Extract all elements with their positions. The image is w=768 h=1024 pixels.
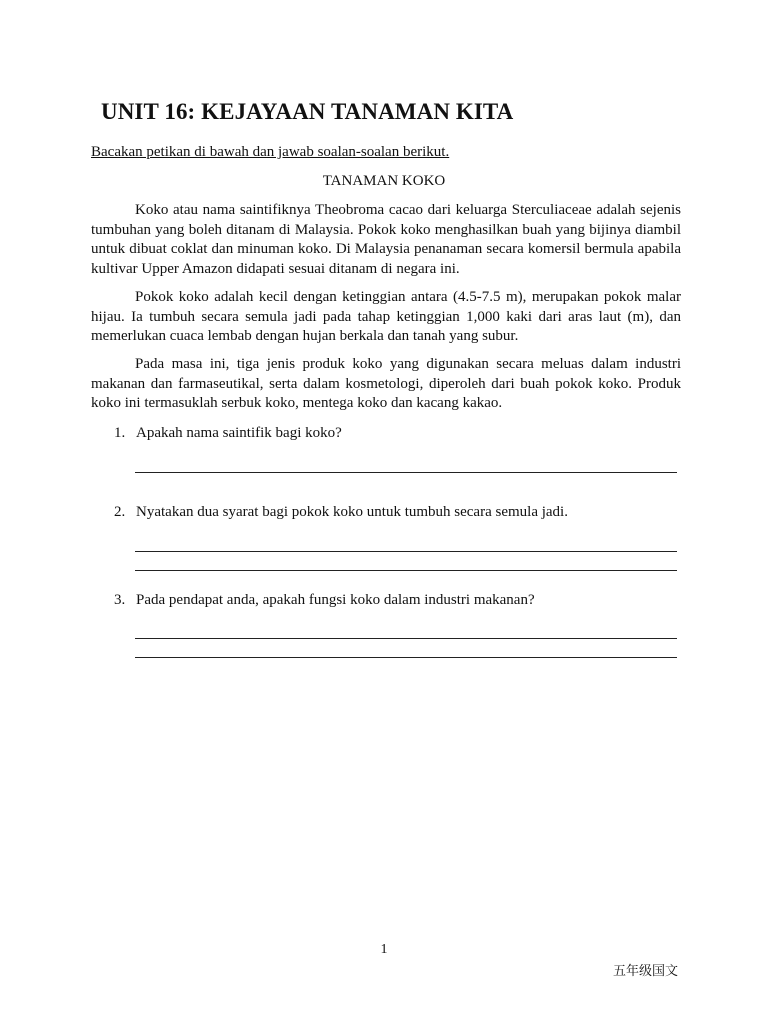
answer-line-3b[interactable] bbox=[135, 657, 677, 658]
passage-title: TANAMAN KOKO bbox=[322, 173, 446, 189]
passage-paragraph-1: Koko atau nama saintifiknya Theobroma cacao dari keluarga Sterculiaceae adalah sejenis tumbuhan yang boleh ditanam di Malaysia. Pokok koko menghasilkan buah yang bijinya diambil untuk dibuat coklat dan minuman koko. Di Malaysia penanaman secara komersil bermula apabila kultivar Upper Amazon didapati sesuai ditanam di negara ini. bbox=[91, 202, 681, 277]
answer-line-1[interactable] bbox=[135, 472, 677, 473]
question-number: 3. bbox=[114, 592, 126, 608]
question-number: 2. bbox=[114, 504, 126, 520]
question-3 bbox=[114, 591, 535, 609]
answer-line-3a[interactable] bbox=[135, 638, 677, 639]
instruction-text: Bacakan petikan di bawah dan jawab soalan-soalan berikut. bbox=[91, 144, 450, 160]
question-text: Apakah nama saintifik bagi koko? bbox=[136, 425, 342, 441]
question-2 bbox=[114, 503, 568, 521]
footer-note: 五年级国文 bbox=[612, 964, 678, 979]
passage-paragraph-2: Pokok koko adalah kecil dengan ketinggian antara (4.5-7.5 m), merupakan pokok malar hijau. Ia tumbuh secara semula jadi pada tahap ketinggian 1,000 kaki dari aras laut (m), dan memerlukan cuaca lembab dengan hujan berkala dan tanah yang subur. bbox=[91, 289, 681, 344]
page-title: UNIT 16: KEJAYAAN TANAMAN KITA bbox=[101, 99, 514, 124]
question-number: 1. bbox=[114, 425, 126, 441]
question-text: Nyatakan dua syarat bagi pokok koko untuk tumbuh secara semula jadi. bbox=[136, 504, 568, 520]
question-1 bbox=[114, 424, 342, 442]
passage-paragraph-3: Pada masa ini, tiga jenis produk koko yang digunakan secara meluas dalam industri makanan dan farmaseutikal, serta dalam kosmetologi, diperoleh dari buah pokok koko. Produk koko ini termasuklah serbuk koko, mentega koko dan kacang kakao. bbox=[91, 356, 681, 411]
question-text: Pada pendapat anda, apakah fungsi koko dalam industri makanan? bbox=[136, 592, 535, 608]
page-number: 1 bbox=[380, 942, 388, 957]
answer-line-2a[interactable] bbox=[135, 551, 677, 552]
answer-line-2b[interactable] bbox=[135, 570, 677, 571]
